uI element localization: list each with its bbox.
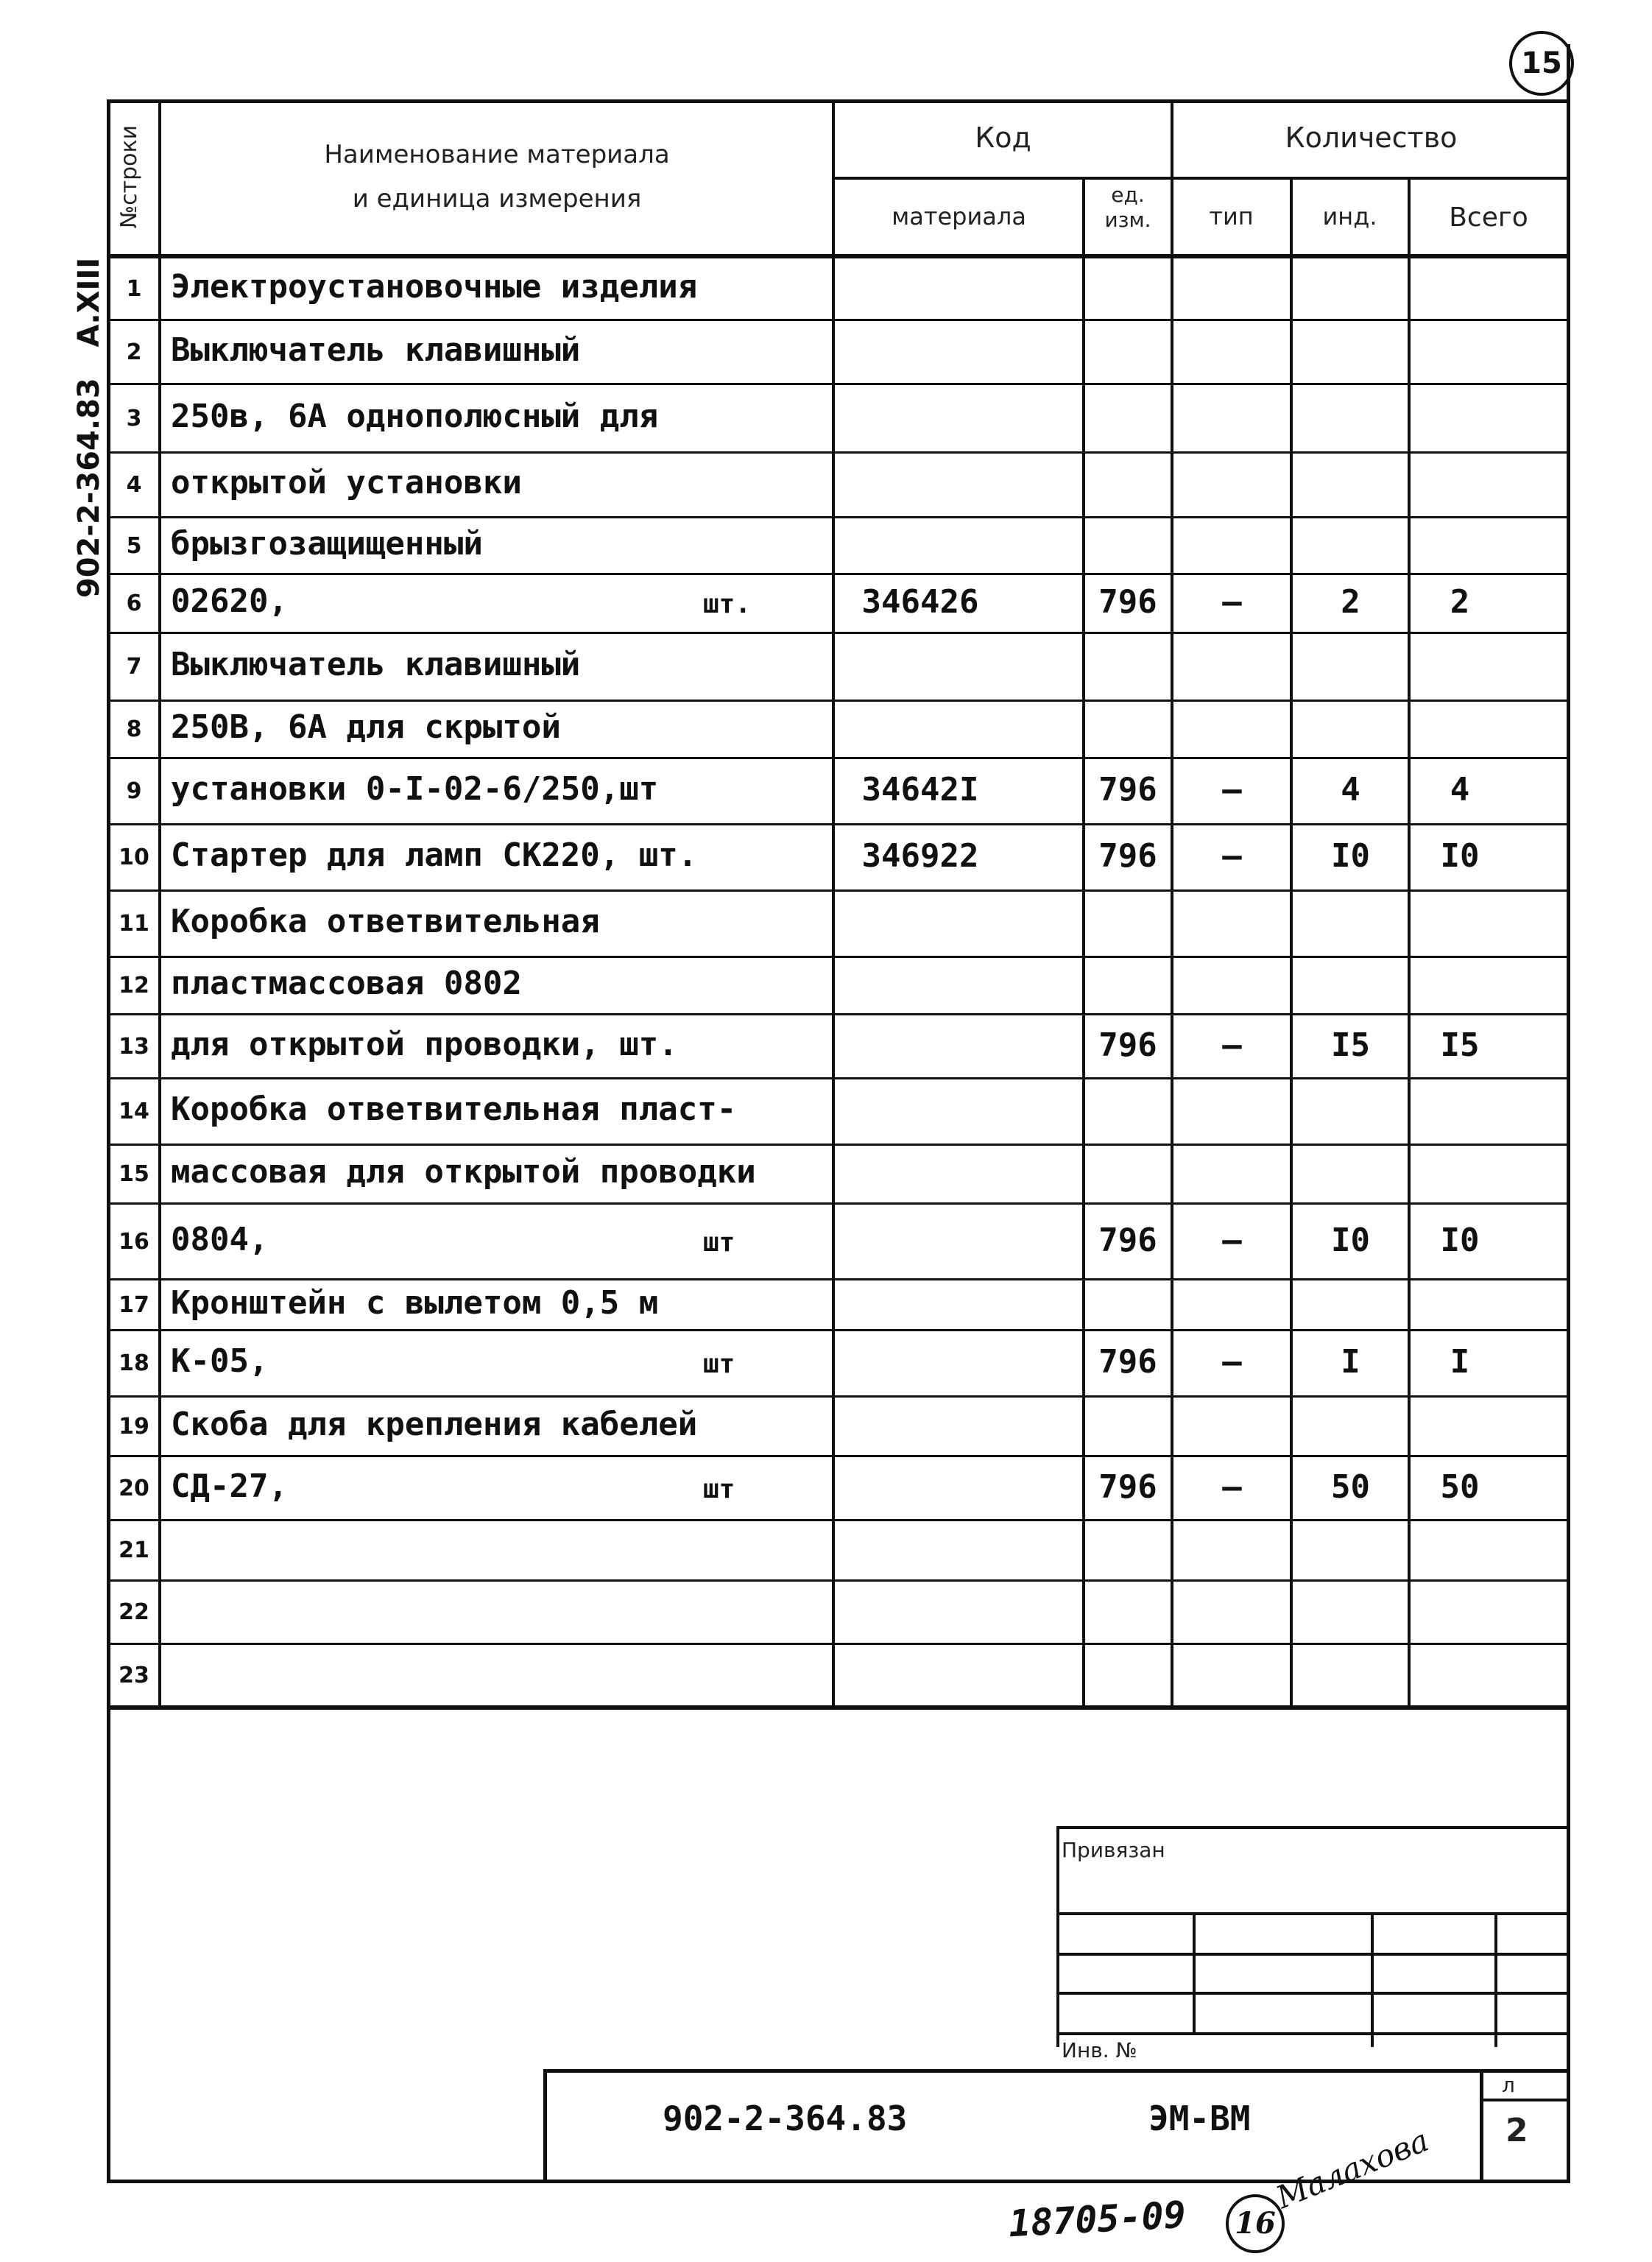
stamp-h2 xyxy=(1056,1953,1570,1956)
row-name: Электроустановочные изделия xyxy=(171,267,698,306)
row-name: К-05, xyxy=(171,1342,269,1380)
row-unit: 796 xyxy=(1098,1343,1157,1381)
row-total: 4 xyxy=(1450,771,1470,808)
row-type: – xyxy=(1222,837,1242,875)
archive-number: 18705-09 xyxy=(1007,2193,1187,2246)
row-ind: 50 xyxy=(1331,1468,1370,1506)
row-separator xyxy=(107,1519,1570,1521)
row-total: I0 xyxy=(1440,837,1480,875)
row-unit: 796 xyxy=(1098,1026,1157,1064)
row-number: 2 xyxy=(126,339,142,365)
header-num: №строки xyxy=(116,124,142,229)
row-separator xyxy=(107,700,1570,702)
doc-code: 902-2-364.83 xyxy=(663,2099,908,2138)
header-quantity: Количество xyxy=(1285,121,1458,154)
row-separator xyxy=(107,1705,1570,1708)
header-total: Всего xyxy=(1449,202,1528,233)
row-unit: 796 xyxy=(1098,1221,1157,1259)
row-number: 18 xyxy=(119,1350,149,1376)
row-separator xyxy=(107,319,1570,321)
row-name: Коробка ответвительная xyxy=(171,903,600,940)
col-sep-ind xyxy=(1408,177,1411,1708)
stamp-v2 xyxy=(1371,1912,1374,2047)
archive-circle: 16 xyxy=(1226,2194,1285,2253)
frame-left xyxy=(107,99,110,2183)
row-number: 22 xyxy=(119,1599,149,1625)
row-type: – xyxy=(1222,1343,1242,1381)
header-code: Код xyxy=(975,121,1031,154)
row-name: Стартер для ламп СК220, шт. xyxy=(171,836,698,874)
page-number-top: 15 xyxy=(1521,46,1562,80)
row-number: 17 xyxy=(119,1292,149,1318)
stamp-left xyxy=(1056,1826,1059,2047)
row-total: I0 xyxy=(1440,1221,1480,1259)
row-name: Скоба для крепления кабелей xyxy=(171,1405,698,1443)
row-unit-word: шт xyxy=(703,1349,735,1379)
col-sep-name xyxy=(832,99,835,1708)
row-total: I xyxy=(1450,1343,1470,1381)
row-number: 11 xyxy=(119,911,149,937)
row-separator xyxy=(107,451,1570,454)
stamp-inv-no: Инв. № xyxy=(1062,2038,1137,2062)
row-number: 20 xyxy=(119,1475,149,1501)
stamp-h3 xyxy=(1056,1992,1570,1995)
row-number: 7 xyxy=(126,654,142,680)
row-separator xyxy=(107,1643,1570,1645)
row-code: 346426 xyxy=(861,583,979,621)
row-unit-word: шт xyxy=(703,1227,735,1258)
row-ind: I0 xyxy=(1331,1221,1370,1259)
row-number: 14 xyxy=(119,1099,149,1124)
header-ind: инд. xyxy=(1322,202,1377,230)
row-separator xyxy=(107,1013,1570,1015)
stamp-top xyxy=(1056,1826,1570,1829)
side-document-label: 902-2-364.83 А.XIII xyxy=(72,257,106,599)
row-separator xyxy=(107,1395,1570,1398)
row-ind: I0 xyxy=(1331,837,1370,875)
sheet-number: 2 xyxy=(1505,2112,1528,2149)
row-separator xyxy=(107,573,1570,575)
row-type: – xyxy=(1222,771,1242,808)
header-material: материала xyxy=(892,202,1026,230)
row-name: 250В, 6А для скрытой xyxy=(171,708,561,746)
row-type: – xyxy=(1222,1468,1242,1506)
row-unit-word: шт. xyxy=(703,589,752,619)
row-number: 5 xyxy=(126,532,142,559)
stamp-h4 xyxy=(1056,2032,1570,2035)
row-code: 34642I xyxy=(861,771,979,808)
stamp-v3 xyxy=(1494,1912,1497,2047)
header-name: Наименование материала и единица измерения xyxy=(324,140,670,214)
row-name: Выключатель клавишный xyxy=(171,331,581,369)
stamp-h1 xyxy=(1056,1912,1570,1915)
header-unit: ед. изм. xyxy=(1104,183,1151,232)
row-total: 50 xyxy=(1440,1468,1480,1506)
row-separator xyxy=(107,1077,1570,1079)
row-name: брызгозащищенный xyxy=(171,524,483,563)
title-block-sep xyxy=(1480,2069,1483,2183)
row-number: 6 xyxy=(126,591,142,616)
row-ind: 4 xyxy=(1341,771,1360,808)
row-number: 23 xyxy=(119,1662,149,1688)
row-name: 02620, xyxy=(171,582,288,620)
row-separator xyxy=(107,889,1570,892)
row-separator xyxy=(107,1144,1570,1146)
frame-right xyxy=(1567,44,1570,2183)
row-unit: 796 xyxy=(1098,837,1157,875)
row-name: пластмассовая 0802 xyxy=(171,965,522,1002)
row-separator xyxy=(107,516,1570,518)
col-sep-code xyxy=(1082,177,1085,1708)
signature: Малахова xyxy=(1271,2121,1434,2216)
row-number: 3 xyxy=(126,405,142,431)
row-number: 12 xyxy=(119,973,149,998)
header-sub-line xyxy=(832,177,1568,180)
row-number: 8 xyxy=(126,716,142,742)
row-separator xyxy=(107,1278,1570,1280)
row-name: открытой установки xyxy=(171,464,522,501)
row-unit: 796 xyxy=(1098,1468,1157,1506)
col-sep-type xyxy=(1290,177,1293,1708)
row-type: – xyxy=(1222,583,1242,621)
row-number: 1 xyxy=(126,275,142,302)
row-separator xyxy=(107,383,1570,385)
row-number: 19 xyxy=(119,1413,149,1440)
row-number: 15 xyxy=(119,1161,149,1187)
row-number: 10 xyxy=(119,845,149,870)
row-type: – xyxy=(1222,1221,1242,1259)
col-sep-num xyxy=(158,99,161,1708)
sheet-code: ЭМ-ВМ xyxy=(1148,2099,1251,2138)
stamp-v1 xyxy=(1193,1912,1196,2032)
page-number-badge xyxy=(1509,31,1574,96)
row-number: 4 xyxy=(126,472,142,498)
row-separator xyxy=(107,1579,1570,1582)
row-name: Кронштейн с вылетом 0,5 м xyxy=(171,1283,659,1322)
row-separator xyxy=(107,956,1570,958)
title-block-top xyxy=(543,2069,1570,2073)
row-separator xyxy=(107,757,1570,759)
row-total: I5 xyxy=(1440,1026,1480,1064)
row-name: установки 0-I-02-6/250,шт xyxy=(171,770,659,808)
row-separator xyxy=(107,1202,1570,1205)
row-ind: I5 xyxy=(1331,1026,1370,1064)
row-separator xyxy=(107,1455,1570,1457)
sheet-label: л xyxy=(1502,2073,1515,2097)
row-unit-word: шт xyxy=(703,1473,735,1504)
row-ind: 2 xyxy=(1341,583,1360,621)
row-separator xyxy=(107,632,1570,634)
row-total: 2 xyxy=(1450,583,1470,621)
row-unit: 796 xyxy=(1098,771,1157,808)
row-name: Коробка ответвительная пласт- xyxy=(171,1091,737,1128)
row-name: для открытой проводки, шт. xyxy=(171,1025,678,1063)
row-number: 16 xyxy=(119,1228,149,1255)
row-name: СД-27, xyxy=(171,1467,288,1505)
title-block-sheet-line xyxy=(1480,2099,1570,2101)
row-type: – xyxy=(1222,1026,1242,1064)
row-unit: 796 xyxy=(1098,583,1157,621)
row-name: Выключатель клавишный xyxy=(171,646,581,683)
row-number: 13 xyxy=(119,1033,149,1060)
row-name: 250в, 6А однополюсный для xyxy=(171,397,659,435)
table-top xyxy=(107,99,1570,103)
row-name: массовая для открытой проводки xyxy=(171,1153,756,1191)
stamp-attached: Привязан xyxy=(1062,1838,1165,1862)
header-type: тип xyxy=(1209,202,1254,230)
title-block-left xyxy=(543,2069,547,2183)
row-name: 0804, xyxy=(171,1220,269,1258)
row-ind: I xyxy=(1341,1343,1360,1381)
row-number: 9 xyxy=(126,778,142,804)
row-code: 346922 xyxy=(861,837,979,875)
header-bottom-line xyxy=(107,254,1570,258)
row-separator xyxy=(107,1329,1570,1331)
row-separator xyxy=(107,823,1570,825)
row-number: 21 xyxy=(119,1537,149,1563)
col-sep-unit xyxy=(1171,99,1173,1708)
